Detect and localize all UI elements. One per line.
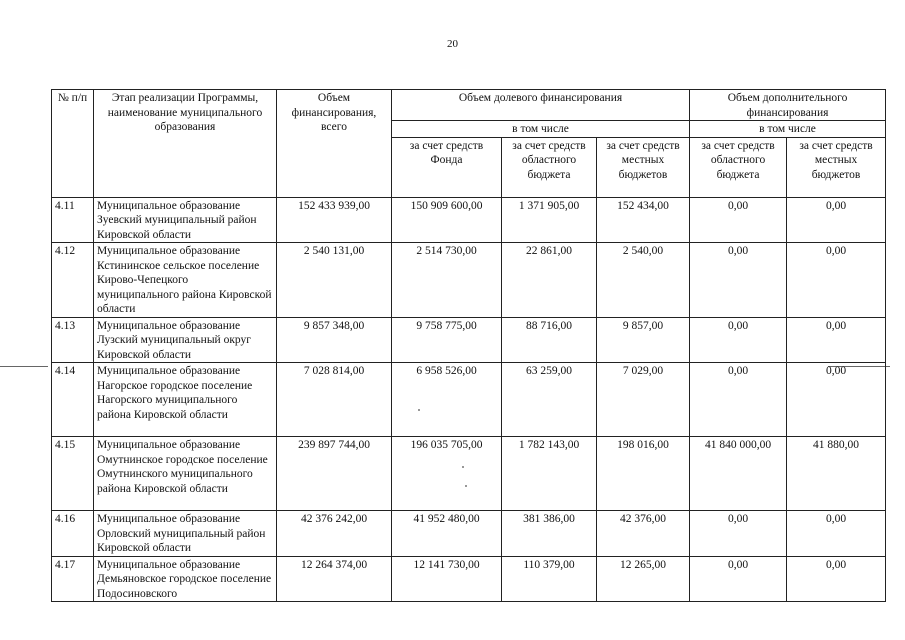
row-add-local: 41 880,00 [787,437,886,511]
row-add-regional: 0,00 [690,556,787,602]
row-fund: 2 514 730,00 [392,243,502,318]
row-fund: 12 141 730,00 [392,556,502,602]
row-num: 4.14 [52,363,94,437]
row-regional: 22 861,00 [502,243,597,318]
row-add-regional: 0,00 [690,243,787,318]
financing-table [51,89,886,602]
row-regional: 63 259,00 [502,363,597,437]
row-name: Муниципальное образование Лузский муниципальный округ Кировской области [94,317,277,363]
row-add-regional: 41 840 000,00 [690,437,787,511]
row-name: Муниципальное образование Омутнинское городское поселение Омутнинского муниципального района Кировской области [94,437,277,511]
table-row [52,556,886,602]
row-local: 2 540,00 [597,243,690,318]
row-num: 4.12 [52,243,94,318]
row-add-local: 0,00 [787,556,886,602]
header-shared: Объем долевого финансирования [392,90,690,121]
row-fund: 150 909 600,00 [392,197,502,243]
row-fund: 196 035 705,00 [392,437,502,511]
header-add-regional: за счет средств областного бюджета [690,137,787,197]
table-row [52,243,886,318]
row-add-local: 0,00 [787,197,886,243]
row-num: 4.13 [52,317,94,363]
row-local: 152 434,00 [597,197,690,243]
row-num: 4.11 [52,197,94,243]
header-row-1 [52,90,886,121]
row-fund: 6 958 526,00 [392,363,502,437]
row-total: 9 857 348,00 [277,317,392,363]
header-local: за счет средств местных бюджетов [597,137,690,197]
row-total: 152 433 939,00 [277,197,392,243]
row-name: Муниципальное образование Демьяновское городское поселение Подосиновского [94,556,277,602]
header-additional: Объем дополнительного финансирования [690,90,886,121]
table-row [52,511,886,557]
header-total: Объем финансирования, всего [277,90,392,198]
row-local: 42 376,00 [597,511,690,557]
page-number: 20 [447,38,458,50]
row-local: 12 265,00 [597,556,690,602]
row-name: Муниципальное образование Кстининское сельское поселение Кирово-Чепецкого муниципального района Кировской области [94,243,277,318]
row-total: 239 897 744,00 [277,437,392,511]
row-total: 12 264 374,00 [277,556,392,602]
header-stage: Этап реализации Программы, наименование муниципального образования [94,90,277,198]
table-row [52,437,886,511]
row-total: 7 028 814,00 [277,363,392,437]
row-fund: 9 758 775,00 [392,317,502,363]
row-add-regional: 0,00 [690,197,787,243]
row-local: 198 016,00 [597,437,690,511]
scan-artifact-line [0,366,48,367]
row-num: 4.15 [52,437,94,511]
row-local: 7 029,00 [597,363,690,437]
row-add-local: 0,00 [787,511,886,557]
header-regional: за счет средств областного бюджета [502,137,597,197]
table-row [52,317,886,363]
row-add-regional: 0,00 [690,511,787,557]
row-regional: 381 386,00 [502,511,597,557]
row-regional: 88 716,00 [502,317,597,363]
row-name: Муниципальное образование Орловский муниципальный район Кировской области [94,511,277,557]
row-regional: 110 379,00 [502,556,597,602]
row-add-regional: 0,00 [690,317,787,363]
row-name: Муниципальное образование Нагорское городское поселение Нагорского муниципального района Кировской области [94,363,277,437]
header-fund: за счет средств Фонда [392,137,502,197]
row-total: 42 376 242,00 [277,511,392,557]
row-num: 4.17 [52,556,94,602]
header-shared-incl: в том числе [392,121,690,138]
row-add-local: 0,00 [787,317,886,363]
row-add-regional: 0,00 [690,363,787,437]
row-add-local: 0,00 [787,243,886,318]
row-num: 4.16 [52,511,94,557]
row-name: Муниципальное образование Зуевский муниципальный район Кировской области [94,197,277,243]
header-additional-incl: в том числе [690,121,886,138]
row-fund: 41 952 480,00 [392,511,502,557]
row-total: 2 540 131,00 [277,243,392,318]
row-regional: 1 371 905,00 [502,197,597,243]
table-row [52,197,886,243]
row-add-local: 0,00 [787,363,886,437]
header-add-local: за счет средств местных бюджетов [787,137,886,197]
header-num: № п/п [52,90,94,198]
row-local: 9 857,00 [597,317,690,363]
row-regional: 1 782 143,00 [502,437,597,511]
table-row [52,363,886,437]
